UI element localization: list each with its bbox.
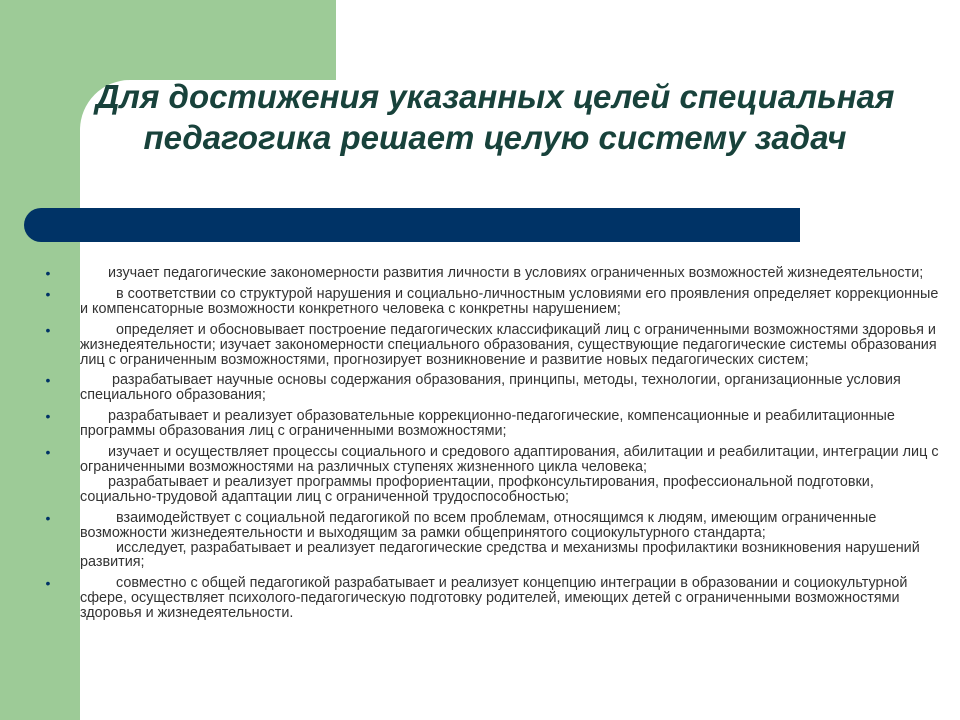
task-item xyxy=(0,511,960,571)
bullet-marker: • xyxy=(45,321,51,338)
task-text: совместно с общей педагогикой разрабатывает и реализует концепцию интеграции в образовании и социокультурной сфере, осуществляет психолого-педагогическую подготовку родителей, имеющих детей с ограниченными возможностями здоровья и жизнедеятельности. xyxy=(80,575,912,622)
task-text: разрабатывает и реализует программы профориентации, профконсультирования, профессиональной подготовки, социально-трудовой адаптации лиц с ограниченной трудоспособностью; xyxy=(80,473,878,505)
task-text: изучает педагогические закономерности развития личности в условиях ограниченных возможностей жизнедеятельности; xyxy=(80,265,924,281)
task-text: разрабатывает и реализует образовательные коррекционно-педагогические, компенсационные и реабилитационные программы образования лиц с ограниченными возможностями; xyxy=(80,408,899,440)
task-item xyxy=(0,373,960,403)
task-text: исследует, разрабатывает и реализует педагогические средства и механизмы профилактики возникновения нарушений развития; xyxy=(80,539,924,571)
bullet-marker: • xyxy=(45,408,51,425)
bullet-marker: • xyxy=(45,509,51,526)
task-text: определяет и обосновывает построение педагогических классификаций лиц с ограниченными возможностями здоровья и жизнедеятельности; изучает закономерности специального образования, существующие педагогические системы образования лиц с ограниченным возможностями, прогнозирует возникновение и развитие новых педагогических систем; xyxy=(80,321,941,368)
bullet-marker: • xyxy=(45,285,51,302)
title-divider-bar xyxy=(24,208,800,242)
task-item xyxy=(0,445,960,505)
task-text: в соответствии со структурой нарушения и социально-личностным условиями его проявления определяет коррекционные и компенсаторные возможности конкретного человека с конкретны нарушением; xyxy=(80,285,943,317)
task-item xyxy=(0,266,960,281)
task-list xyxy=(0,266,960,621)
slide-title: Для достижения указанных целей специальная педагогика решает целую систему задач xyxy=(95,78,895,156)
task-item xyxy=(0,576,960,621)
task-item xyxy=(0,323,960,368)
bullet-marker: • xyxy=(45,372,51,389)
bullet-marker: • xyxy=(45,444,51,461)
task-text: изучает и осуществляет процессы социального и средового адаптирования, абилитации и реабилитации, интеграции лиц с ограниченными возможностями на различных ступенях жизненного цикла человека; xyxy=(80,444,943,475)
bullet-marker: • xyxy=(45,265,51,281)
bullet-marker: • xyxy=(45,575,51,592)
task-item xyxy=(0,409,960,439)
task-text: взаимодействует с социальной педагогикой по всем проблемам, относящимся к людям, имеющим ограниченные возможности жизнедеятельности и выходящим за рамки общепринятого социокультурного стандарта; xyxy=(80,509,881,541)
task-text: разрабатывает научные основы содержания образования, принципы, методы, технологии, организационные условия специального образования; xyxy=(80,372,905,404)
task-item xyxy=(0,287,960,317)
